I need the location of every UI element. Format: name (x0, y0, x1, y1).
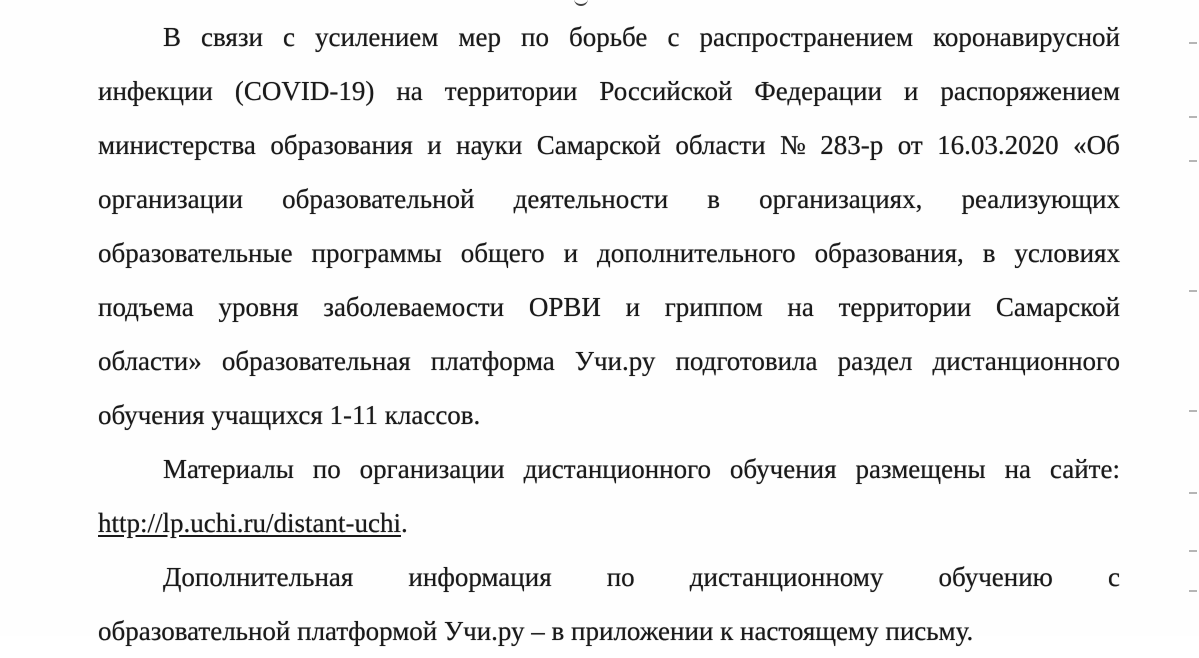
word: платформа (430, 346, 555, 376)
word: образовательной (282, 184, 475, 214)
word: Дополнительная (163, 562, 354, 592)
paragraph-3-line-1 (98, 550, 1120, 604)
word: на (1004, 454, 1031, 484)
word: и (903, 76, 919, 106)
paragraph-1-line-6 (98, 280, 1120, 334)
paragraph-1-line-4 (98, 172, 1120, 226)
word: организации (98, 184, 243, 214)
word: гриппом (664, 292, 763, 322)
word: области (675, 130, 766, 160)
word: подъема (98, 292, 194, 322)
word: условиях (1014, 238, 1120, 268)
word: территории (838, 292, 972, 322)
word: № (780, 130, 806, 160)
word: области» (98, 346, 202, 376)
word: обучения (729, 454, 837, 484)
word: подготовила (675, 346, 818, 376)
word: заболеваемости (323, 292, 505, 322)
word: усилением (315, 22, 439, 52)
word: организациях, (759, 184, 923, 214)
word: Учи.ру (574, 346, 656, 376)
paragraph-1-line-3 (98, 118, 1120, 172)
word: коронавирусной (933, 22, 1120, 52)
link-suffix: . (400, 508, 408, 538)
letter-body (98, 10, 1120, 658)
word: ОРВИ (528, 292, 601, 322)
word: по (312, 454, 341, 484)
distant-learning-link[interactable]: http://lp.uchi.ru/distant-uchi (98, 508, 401, 538)
word: Федерации (754, 76, 882, 106)
word: образовательная (221, 346, 411, 376)
paragraph-3-line-2: образовательной платформой Учи.ру – в приложении к настоящему письму. (98, 616, 974, 646)
word: общего (460, 238, 545, 268)
paragraph-1-line-1 (98, 10, 1120, 64)
word: и (625, 292, 641, 322)
word: распоряжением (940, 76, 1120, 106)
word: организации (359, 454, 505, 484)
word: информация (408, 562, 552, 592)
word: 16.03.2020 (937, 130, 1059, 160)
word: обучению (938, 562, 1053, 592)
word: Материалы (163, 454, 294, 484)
paragraph-1-line-8: обучения учащихся 1-11 классов. (98, 400, 481, 430)
word: с (667, 22, 680, 52)
word: Российской (599, 76, 733, 106)
word: инфекции (98, 76, 213, 106)
word: (COVID-19) (234, 76, 375, 106)
word: территории (444, 76, 578, 106)
word: Самарской (995, 292, 1120, 322)
paragraph-2-line-1 (98, 442, 1120, 496)
word: образования, (814, 238, 964, 268)
word: от (897, 130, 923, 160)
word: дистанционного (932, 346, 1120, 376)
word: дистанционному (689, 562, 884, 592)
word: деятельности (513, 184, 669, 214)
word: программы (311, 238, 442, 268)
word: с (1107, 562, 1120, 592)
word: «Об (1073, 130, 1120, 160)
word: и (427, 130, 442, 160)
word: образовательные (98, 238, 293, 268)
paragraph-1-line-7 (98, 334, 1120, 388)
word: дополнительного (597, 238, 796, 268)
word: и (563, 238, 579, 268)
word: распространением (699, 22, 914, 52)
word: министерства (98, 130, 256, 160)
word: размещены (855, 454, 986, 484)
word: с (283, 22, 295, 52)
paragraph-1-line-2 (98, 64, 1120, 118)
scan-edge-artifacts (1181, 30, 1197, 610)
word: на (787, 292, 814, 322)
word: уровня (218, 292, 299, 322)
word: 283-р (820, 130, 884, 160)
word: науки (456, 130, 523, 160)
word: на (396, 76, 423, 106)
word: раздел (837, 346, 913, 376)
word: В (163, 22, 182, 52)
word: по (606, 562, 635, 592)
word: реализующих (961, 184, 1120, 214)
word: в (982, 238, 996, 268)
word: дистанционного (523, 454, 711, 484)
word: мер (458, 22, 501, 52)
word: образования (270, 130, 413, 160)
paragraph-2-line-2 (98, 496, 1120, 550)
cropped-heading-fragment (574, 0, 588, 6)
word: связи (201, 22, 263, 52)
word: борьбе (569, 22, 648, 52)
word: Самарской (536, 130, 661, 160)
word: по (521, 22, 549, 52)
word: в (707, 184, 721, 214)
word: сайте: (1049, 454, 1120, 484)
paragraph-1-line-5 (98, 226, 1120, 280)
